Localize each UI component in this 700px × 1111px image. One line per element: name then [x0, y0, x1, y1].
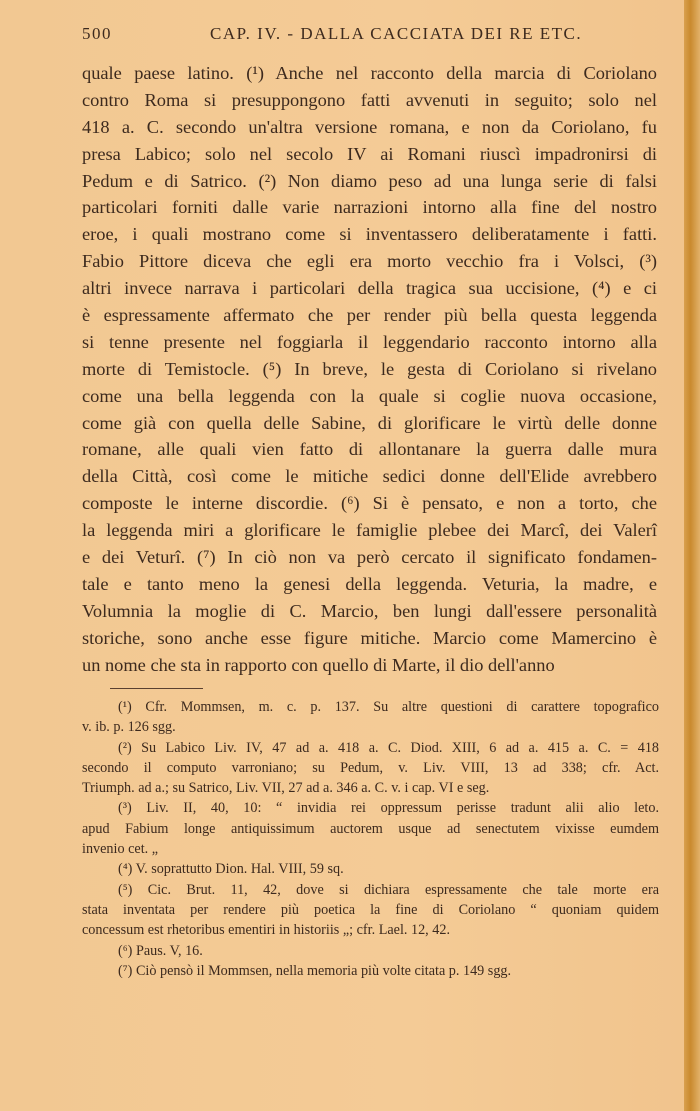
running-head: CAP. IV. - DALLA CACCIATA DEI RE ETC.: [210, 24, 583, 43]
body-line: altri invece narrava i particolari della tragica sua uccisione, (⁴) e ci: [82, 278, 657, 299]
footnote: [82, 859, 659, 879]
footnote-line: apud Fabium longe antiquissimum auctorem usque ad senectutem vixisse eumdem: [82, 820, 659, 837]
footnote: [82, 697, 659, 738]
body-line: 418 a. C. secondo un'altra versione romana, e non da Coriolano, fu: [82, 116, 657, 137]
footnote-line: (³) Liv. II, 40, 10: “ invidia rei oppressum perisse tradunt alii alio leto.: [118, 800, 659, 817]
body-line: come una bella leggenda con la quale si coglie nuova occasione,: [82, 385, 657, 406]
body-line: tale e tanto meno la genesi della leggenda. Veturia, la madre, e: [82, 573, 657, 594]
body-line: presa Labico; solo nel secolo IV ai Romani riuscì impadronirsi di: [82, 143, 657, 164]
page-number: 500: [82, 24, 112, 43]
book-edge: [684, 0, 700, 1111]
body-text: [82, 60, 657, 678]
footnote-line: stata inventata per rendere più poetica la fine di Coriolano “ quoniam quidem: [82, 901, 659, 918]
body-line: della Città, così come le mitiche sedici donne dell'Elide avrebbero: [82, 466, 657, 487]
footnote: [82, 880, 659, 941]
footnotes: [82, 697, 659, 981]
page-header: [82, 20, 657, 48]
footnote-line: invenio cet. „: [82, 841, 159, 858]
body-line: e dei Veturî. (⁷) In ciò non va però cercato il significato fondamen-: [82, 547, 657, 568]
footnote-line: (⁷) Ciò pensò il Mommsen, nella memoria più volte citata p. 149 sgg.: [118, 962, 512, 979]
body-line: Pedum e di Satrico. (²) Non diamo peso ad una lunga serie di falsi: [82, 170, 657, 191]
footnote-line: Triumph. ad a.; su Satrico, Liv. VII, 27 ad a. 346 a. C. v. i cap. VI e seg.: [82, 780, 490, 797]
body-line: eroe, i quali mostrano come si inventassero deliberatamente i fatti.: [82, 224, 657, 245]
footnote: [82, 941, 659, 961]
body-line: particolari forniti dalle varie narrazioni intorno alla fine del nostro: [82, 197, 657, 218]
body-line: la leggenda miri a glorificare le famiglie plebee dei Marcî, dei Valerî: [82, 520, 657, 541]
body-line: è espressamente affermato che per render più bella questa leggenda: [82, 305, 657, 326]
footnote-line: (⁶) Paus. V, 16.: [118, 942, 203, 959]
footnote-line: (⁵) Cic. Brut. 11, 42, dove si dichiara espressamente che tale morte era: [118, 881, 659, 898]
footnote: [82, 798, 659, 859]
footnote-line: (⁴) V. soprattutto Dion. Hal. VIII, 59 sq.: [118, 861, 344, 878]
body-line: quale paese latino. (¹) Anche nel racconto della marcia di Coriolano: [82, 63, 657, 83]
footnote-line: v. ib. p. 126 sgg.: [82, 719, 176, 736]
footnote-line: concessum est rhetoribus ementiri in historiis „; cfr. Lael. 12, 42.: [82, 922, 451, 939]
body-line: Volumnia la moglie di C. Marcio, ben lungi dall'essere personalità: [82, 600, 657, 621]
footnote: [82, 961, 659, 981]
footnote: [82, 738, 659, 799]
footnote-line: secondo il computo varroniano; su Pedum, v. Liv. VIII, 13 ad 338; cfr. Act.: [82, 759, 659, 776]
footnote-line: (²) Su Labico Liv. IV, 47 ad a. 418 a. C. Diod. XIII, 6 ad a. 415 a. C. = 418: [118, 739, 659, 756]
body-line: Fabio Pittore diceva che egli era morto vecchio fra i Volsci, (³): [82, 251, 657, 272]
body-line: un nome che sta in rapporto con quello di Marte, il dio dell'anno: [82, 654, 555, 675]
body-line: composte le interne discordie. (⁶) Si è pensato, e non a torto, che: [82, 493, 657, 514]
body-line: contro Roma si presuppongono fatti avvenuti in seguito; solo nel: [82, 89, 657, 110]
footnote-rule: [110, 688, 203, 689]
body-line: storiche, sono anche esse figure mitiche. Marcio come Mamercino è: [82, 627, 657, 648]
body-line: morte di Temistocle. (⁵) In breve, le gesta di Coriolano si rivelano: [82, 358, 657, 379]
footnote-line: (¹) Cfr. Mommsen, m. c. p. 137. Su altre questioni di carattere topografico: [118, 699, 659, 715]
body-line: come già con quella delle Sabine, di glorificare le virtù delle donne: [82, 412, 657, 433]
body-line: si tenne presente nel foggiarla il leggendario racconto intorno alla: [82, 331, 657, 352]
body-line: romane, alle quali vien fatto di allontanare la guerra dalle mura: [82, 439, 657, 460]
